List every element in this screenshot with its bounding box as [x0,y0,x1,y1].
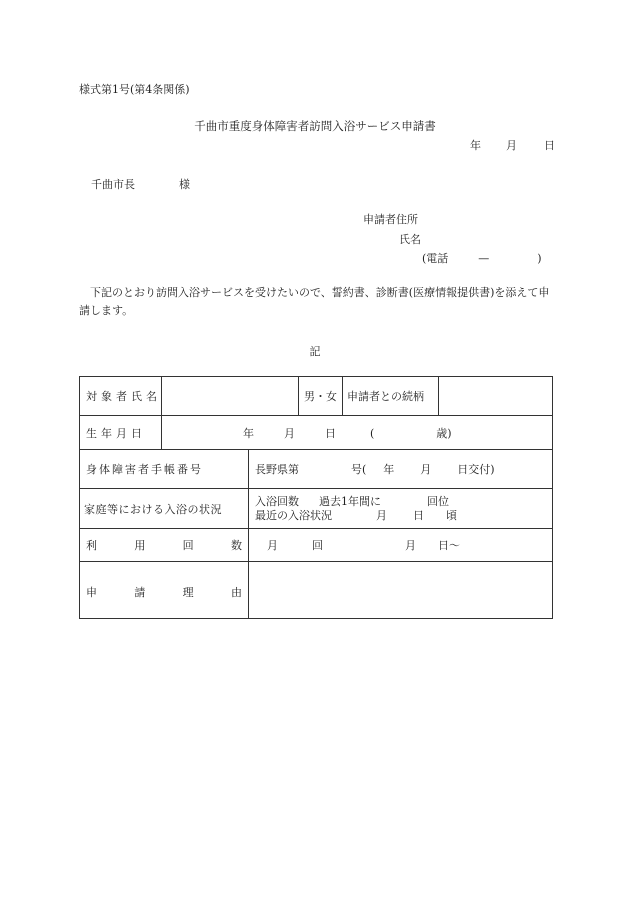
usage-count-field[interactable] [249,529,553,562]
application-table [79,376,553,619]
table-row-handbook-number [80,450,553,489]
table-row-subject-name [80,377,553,416]
recent-month-unit: 月 [376,508,387,522]
table-row-bathing-status [80,489,553,529]
recent-day-unit: 日 [413,508,424,522]
birth-year-unit: 年 [243,426,254,440]
bathing-count-line [255,495,546,509]
recent-about-label: 頃 [446,508,457,522]
recent-bathing-label: 最近の入浴状況 [255,508,332,522]
addressee [91,176,190,192]
bathing-status-label: 家庭等における入浴の状況 [80,489,249,529]
form-number: 様式第1号(第4条関係) [79,83,190,96]
reason-label-char: 請 [134,586,146,599]
bathing-count-label: 入浴回数 [255,494,299,508]
handbook-prefix: 長野県第 [255,463,299,476]
subject-name-field[interactable] [162,377,299,416]
issue-year-unit: 年 [383,463,395,476]
date-year-field[interactable]: 年 [470,139,481,152]
date-month-field[interactable]: 月 [506,139,517,152]
reason-label-char: 理 [182,586,194,599]
birth-day-unit: 日 [325,426,336,440]
birth-month-unit: 月 [284,426,295,440]
applicant-name-label: 氏名 [399,233,421,246]
usage-count-label [80,529,249,562]
gender-field[interactable]: 男・女 [299,377,343,416]
birthdate-label: 生年月日 [80,416,162,450]
issue-month-unit: 月 [420,463,432,476]
usage-start-month-unit: 月 [405,539,416,552]
phone-dash: — [478,252,490,265]
age-unit: 歳) [436,426,452,440]
reason-label-char: 申 [86,586,97,599]
phone-open: (電話 [422,252,449,265]
past-year-label: 過去1年間に [319,494,381,508]
relation-label: 申請者との続柄 [343,377,439,416]
addressee-name: 千曲市長 [91,178,135,191]
subject-name-label: 対象者氏名 [80,377,162,416]
usage-label-char: 数 [230,539,242,552]
ki-heading: 記 [309,345,321,358]
handbook-number-field[interactable] [249,450,553,489]
handbook-number-label: 身体障害者手帳番号 [80,450,249,489]
birthdate-field[interactable] [162,416,553,450]
handbook-number-unit: 号( [351,463,367,476]
usage-month-unit: 月 [267,539,278,552]
table-row-birthdate [80,416,553,450]
usage-start-day-unit: 日〜 [438,539,460,552]
table-row-usage-count [80,529,553,562]
intro-text: 下記のとおり訪問入浴サービスを受けたいので、誓約書、診断書(医療情報提供書)を添えて申請します。 [79,286,550,317]
usage-label-char: 用 [134,539,146,552]
recent-bathing-line [255,509,546,523]
application-date [470,137,555,153]
usage-label-char: 回 [182,539,194,552]
times-about-label: 回位 [427,494,449,508]
age-paren-open: ( [370,426,375,440]
date-day-field[interactable]: 日 [544,139,555,152]
phone-close: ) [537,252,542,265]
applicant-address-label: 申請者住所 [363,213,418,226]
applicant-phone [422,250,542,266]
issue-day-unit: 日交付) [457,463,495,476]
relation-field[interactable] [439,377,553,416]
usage-label-char: 利 [86,539,97,552]
reason-field[interactable] [249,562,553,619]
bathing-status-field[interactable] [249,489,553,529]
addressee-honorific: 様 [179,178,190,191]
usage-times-unit: 回 [312,539,323,552]
document-title: 千曲市重度身体障害者訪問入浴サービス申請書 [194,119,436,133]
table-row-reason [80,562,553,619]
reason-label [80,562,249,619]
reason-label-char: 由 [230,586,242,599]
